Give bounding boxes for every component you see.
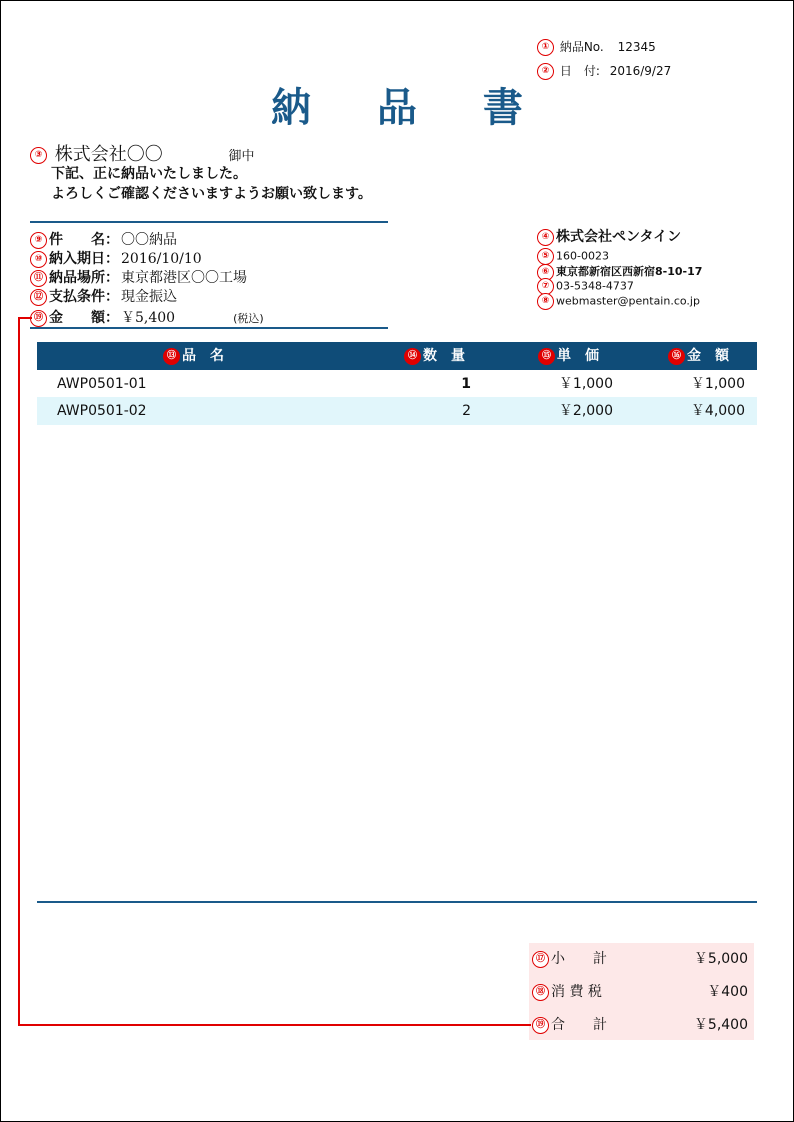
subject-label: 件 名： (49, 232, 119, 248)
info-place (30, 267, 247, 287)
delivery-date-label: 日 付: (559, 64, 600, 78)
table-row (37, 370, 757, 398)
marker-3: ③ (30, 147, 47, 164)
row-unit-price: ￥1,000 (558, 376, 613, 392)
info-amount (30, 307, 264, 327)
subtotal-value: ￥5,000 (693, 951, 748, 967)
row-qty: 1 (461, 376, 471, 392)
marker-19-top: ⑲ (30, 310, 47, 327)
row-amount: ￥4,000 (690, 403, 745, 419)
marker-16: ⑯ (668, 348, 685, 365)
header-amount-label: 金 額 (687, 348, 729, 364)
amount-label: 金 額： (49, 310, 119, 326)
place-label: 納品場所： (49, 270, 119, 286)
info-top-rule (30, 221, 388, 223)
tax-included-note: (税込) (233, 312, 264, 325)
header-unit-price (538, 342, 599, 370)
header-qty (404, 342, 465, 370)
totals-box (529, 943, 754, 1040)
subtotal-row (529, 943, 754, 975)
marker-13: ⑬ (163, 348, 180, 365)
marker-11: ⑪ (30, 270, 47, 287)
document-title: 納 品 書 (271, 85, 549, 131)
marker-9: ⑨ (30, 232, 47, 249)
connector-line-bottom (18, 1024, 531, 1026)
marker-5: ⑤ (537, 248, 554, 265)
subject-value: 〇〇納品 (121, 232, 177, 248)
marker-1: ① (537, 39, 554, 56)
row-qty: 2 (462, 403, 471, 419)
message (51, 164, 372, 204)
company-address-text: 東京都新宿区西新宿8-10-17 (556, 265, 703, 278)
company-name (537, 226, 681, 246)
marker-6: ⑥ (537, 264, 554, 281)
client-name: 株式会社〇〇 (54, 144, 163, 165)
table-bottom-rule (37, 901, 757, 903)
tax-label: 消 費 税 (551, 984, 602, 1000)
row-item: AWP0501-02 (57, 403, 147, 419)
company-phone-text: 03-5348-4737 (556, 279, 634, 293)
company-email (537, 293, 700, 310)
total-label: 合 計 (551, 1017, 607, 1033)
header-item (163, 342, 224, 370)
header-amount (668, 342, 729, 370)
message-line-1: 下記、正に納品いたしました。 (51, 166, 247, 182)
marker-17: ⑰ (532, 951, 549, 968)
marker-2: ② (537, 63, 554, 80)
due-label: 納入期日： (49, 251, 119, 267)
tax-row (529, 976, 754, 1008)
marker-14: ⑭ (404, 348, 421, 365)
tax-value: ￥400 (707, 984, 748, 1000)
company-email-text: webmaster@pentain.co.jp (556, 294, 700, 308)
marker-18: ⑱ (532, 984, 549, 1001)
table-header (37, 342, 757, 370)
delivery-number (537, 38, 656, 56)
total-value: ￥5,400 (693, 1017, 748, 1033)
total-row (529, 1009, 754, 1041)
payment-value: 現金振込 (121, 289, 177, 305)
info-due-date (30, 248, 202, 268)
connector-line-top (18, 317, 32, 319)
marker-19-bottom: ⑲ (532, 1017, 549, 1034)
table-row (37, 397, 757, 425)
marker-10: ⑩ (30, 251, 47, 268)
info-bottom-rule (30, 327, 388, 329)
header-qty-label: 数 量 (423, 348, 465, 364)
delivery-number-label: 納品No. (559, 40, 604, 54)
delivery-date-value: 2016/9/27 (609, 64, 672, 78)
client-block (30, 140, 254, 166)
row-item: AWP0501-01 (57, 376, 147, 392)
delivery-number-value: 12345 (617, 40, 656, 54)
company-name-text: 株式会社ペンタイン (556, 229, 682, 245)
due-value: 2016/10/10 (121, 251, 202, 267)
marker-8: ⑧ (537, 293, 554, 310)
amount-value: ￥5,400 (121, 310, 176, 326)
marker-7: ⑦ (537, 278, 554, 295)
header-item-label: 品 名 (182, 348, 224, 364)
info-subject (30, 229, 177, 249)
row-unit-price: ￥2,000 (558, 403, 613, 419)
marker-4: ④ (537, 229, 554, 246)
row-amount: ￥1,000 (690, 376, 745, 392)
place-value: 東京都港区〇〇工場 (121, 270, 247, 286)
info-payment (30, 286, 177, 306)
client-honorific: 御中 (228, 149, 255, 164)
payment-label: 支払条件： (49, 289, 119, 305)
marker-12: ⑫ (30, 289, 47, 306)
subtotal-label: 小 計 (551, 951, 607, 967)
header-unit-price-label: 単 価 (557, 348, 599, 364)
marker-15: ⑮ (538, 348, 555, 365)
company-zip-text: 160-0023 (556, 249, 609, 263)
connector-line-vertical (18, 317, 20, 1026)
message-line-2: よろしくご確認くださいますようお願い致します。 (51, 186, 372, 202)
